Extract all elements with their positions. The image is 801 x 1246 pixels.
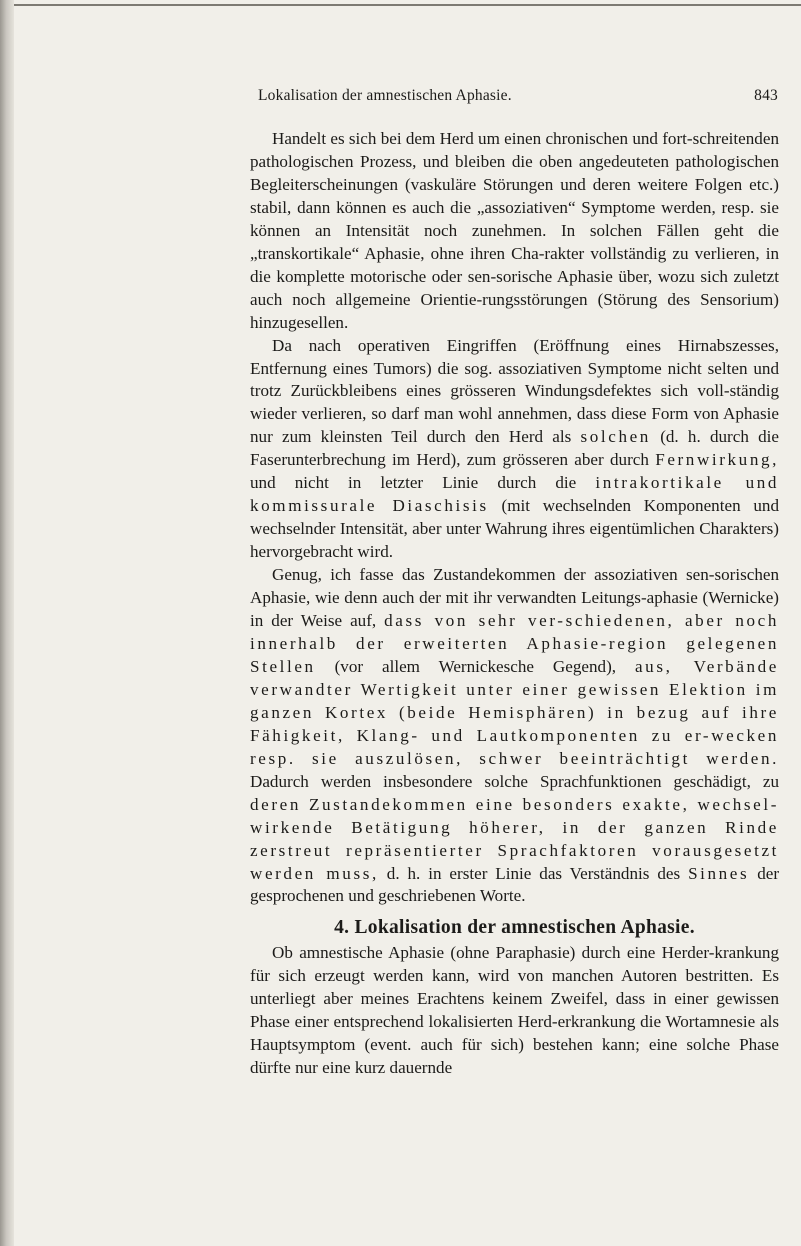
paragraph-2-text-c: (d. h. durch die Faserunterbrechung im Herd), zum grösseren aber durch [250,427,779,470]
emphasis-diaschisis: intrakortikale und kommissurale Diaschisis [250,473,780,516]
emphasis-solchen: solchen [580,427,651,447]
paragraph-3-text-g: d. h. in erster Linie das Verständnis des [386,863,681,883]
emphasis-zustandekommen: deren Zustandekommen eine besonders exakte, wechsel-wirkende Betätigung höherer, in der ganzen Rinde zerstreut repräsentierter Sprachfaktoren vorausgesetzt werden muss, [250,794,779,883]
paragraph-2-text-a: Da nach operativen Eingriffen (Eröffnung eines Hirnabszesses, Entfernung eines Tumors) die sog. assoziativen Symptome nicht selten und trotz Zurückbleibens eines grösseren Windungsdefektes sich voll-ständig wieder verlieren, so darf man wohl annehmen, dass diese Form von Aphasie nur zum kleinsten Teil durch den Herd als [250,335,779,447]
paragraph-1 [250,128,779,335]
paragraph-3-text-a: Genug, ich fasse das Zustandekommen der assoziativen sen-sorischen Aphasie, wie denn auch der mit ihr verwandten Leitungs-aphasie (Wernicke) in der Weise auf, [250,565,779,631]
paragraph-4-text: Ob amnestische Aphasie (ohne Paraphasie) durch eine Herder-krankung für sich erzeugt werden kann, wird von manchen Autoren bestritten. Es unterliegt aber meines Erachtens keinem Zweifel, dass in einer gewissen Phase einer entsprechend lokalisierten Herd-erkrankung die Wortamnesie als Hauptsymptom (event. auch für sich) bestehen kann; eine solche Phase dürfte nur eine kurz dauernde [250,943,779,1078]
paragraph-3-text-i: der gesprochenen und geschriebenen Worte. [250,863,780,906]
paragraph-3-text-e: Dadurch werden insbesondere solche Sprachfunktionen geschädigt, zu [250,771,779,791]
top-rule [14,4,801,6]
emphasis-fernwirkung: Fernwirkung, [655,450,779,470]
paragraph-3 [250,564,779,908]
emphasis-stellen: dass von sehr ver-schiedenen, aber noch innerhalb der erweiterten Aphasie-region gelegenen Stellen [250,611,779,676]
page-body [250,128,779,1080]
book-spine-shadow [0,0,14,1246]
paragraph-3-text-c: (vor allem Wernickesche Gegend), [334,656,617,676]
paragraph-1-text: Handelt es sich bei dem Herd um einen chronischen und fort-schreitenden pathologischen Prozess, und bleiben die oben angedeuteten pathologischen Begleiterscheinungen (vaskuläre Störungen und deren weitere Folgen etc.) stabil, dann können es auch die „assoziativen“ Symptome werden, resp. sie können an Intensität noch zunehmen. In solchen Fällen geht die „transkortikale“ Aphasie, ohne ihren Cha-rakter vollständig zu verlieren, in die komplette motorische oder sen-sorische Aphasie über, wozu sich zuletzt auch noch allgemeine Orientie-rungsstörungen (Störung des Sensorium) hinzugesellen. [250,129,779,332]
paragraph-2-text-e: und nicht in letzter Linie durch die [250,473,577,493]
emphasis-verbaende: aus, Verbände verwandter Wertigkeit unter einer gewissen Elektion im ganzen Kortex (beide Hemisphären) in bezug auf ihre Fähigkeit, Klang- und Lautkomponenten zu er-wecken resp. sie auszulösen, schwer beeinträchtigt werden. [250,656,779,768]
running-header [258,87,778,105]
paragraph-2-text-g: (mit wechselnden Komponenten und wechselnder Intensität, aber unter Wahrung ihres eigentümlichen Charakters) hervorgebracht wird. [250,496,780,562]
running-title: Lokalisation der amnestischen Aphasie. [258,87,512,104]
page-number: 843 [754,87,778,104]
emphasis-sinnes: Sinnes [688,863,750,883]
paragraph-4 [250,942,779,1080]
section-heading: 4. Lokalisation der amnestischen Aphasie. [334,917,695,939]
paragraph-2 [250,335,779,565]
